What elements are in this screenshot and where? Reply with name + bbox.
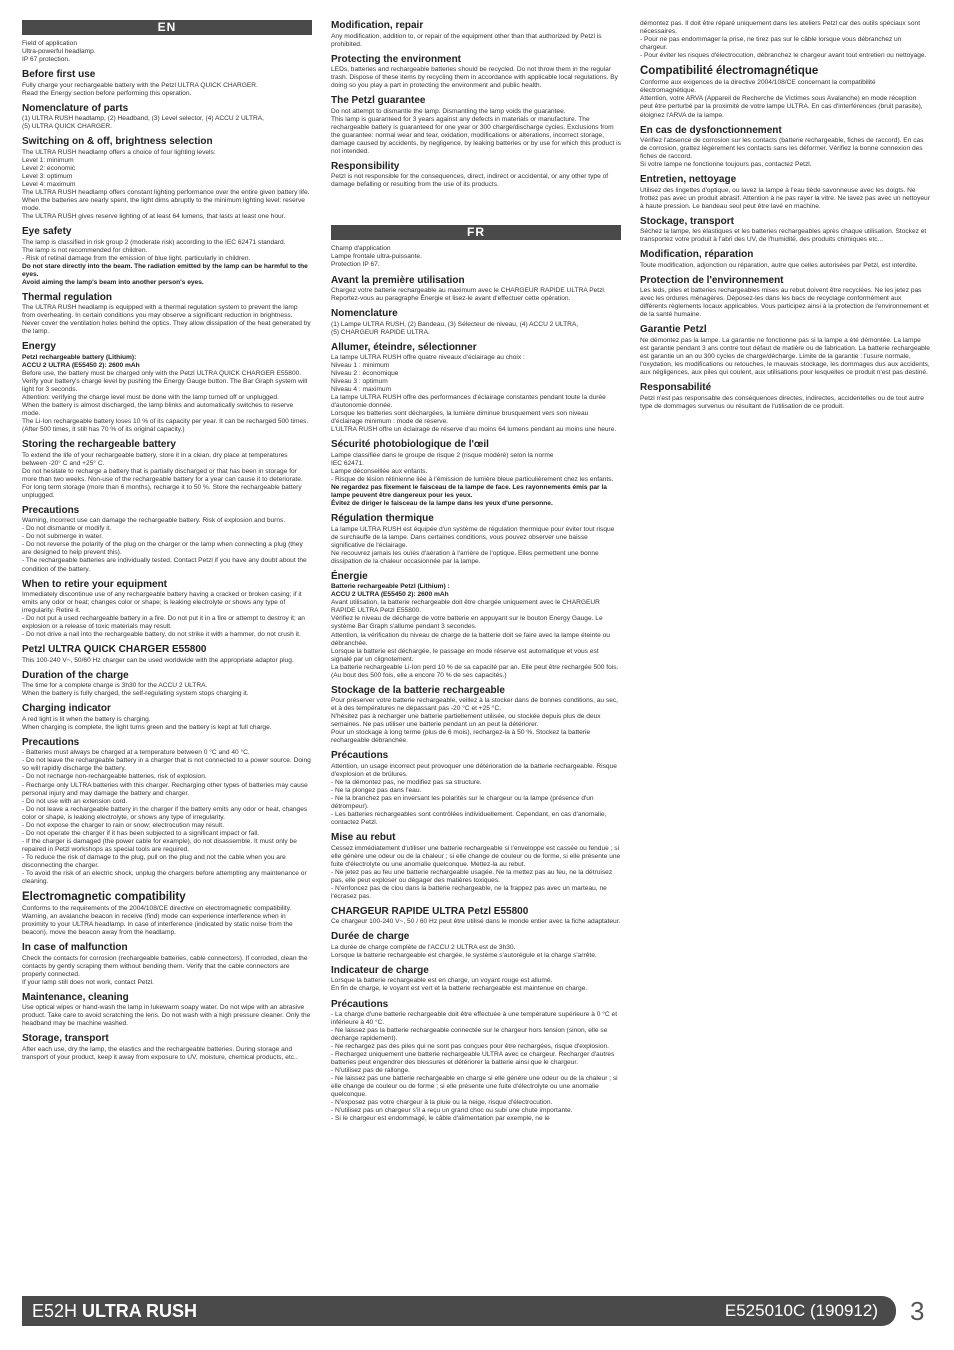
section-title: Eye safety — [22, 226, 72, 237]
section — [640, 65, 930, 119]
section — [22, 670, 312, 699]
section-title: Compatibilité électromagnétique — [640, 65, 819, 78]
section-title: Protecting the environment — [331, 53, 462, 65]
section-title: Modification, réparation — [640, 249, 754, 261]
sections-en-col1 — [22, 69, 312, 1062]
section-title: Charging indicator — [22, 703, 111, 715]
section — [640, 275, 930, 320]
section — [22, 292, 312, 337]
section-title: Protection de l'environnement — [640, 274, 784, 286]
section-body: Vérifiez l'absence de corrosion sur les contacts (batterie rechargeable, fiches de raccord). En cas de corrosion, grattez légèrement les contacts sans les déformer. Vérifiez la bonne connexion des fiches de raccord. Si votre lampe ne fonctionne toujours pas, contactez Petzl. — [640, 137, 924, 169]
section-title: Storing the rechargeable battery — [22, 439, 176, 451]
section — [331, 571, 621, 680]
model-prefix: E52H — [32, 1301, 78, 1321]
section-title: Indicateur de charge — [331, 964, 429, 976]
section-body: Lorsque la batterie rechargeable est en charge, un voyant rouge est allumé. En fin de charge, le voyant est vert et la batterie rechargeable est maintenue en charge. — [331, 977, 588, 993]
sections-en-col2 — [331, 20, 621, 189]
section-warning: Ne regardez pas fixement le faisceau de la lampe de face. Les rayonnements émis par la lampe peuvent être dangereux pour les yeux. Évitez de diriger le faisceau de la lampe dans les yeux d'une personne. — [331, 484, 607, 508]
section — [22, 439, 312, 500]
section-title: The Petzl guarantee — [331, 95, 426, 107]
section-title: Responsabilité — [640, 382, 712, 394]
page-number: 3 — [910, 1296, 925, 1326]
section-title: Precautions — [22, 736, 80, 748]
section-body: Avant utilisation, la batterie rechargeable doit être chargée uniquement avec le CHARGEUR RAPIDE ULTRA Petzl E55800. Vérifiez le niveau de décharge de votre batterie en appuyant sur le bouton Energy Gauge. Le système Bar Graph s'allume pendant 3 secondes. Attention, la vérification du niveau de charge de la batterie doit se faire avec la lampe éteinte ou débranchée. Lorsque la batterie est déchargée, le passage en mode réserve est automatique et vous est signalé par un clignotement. La batterie rechargeable Li-Ion perd 10 % de sa capacité par an. Elle peut être rechargée 500 fois. (Au bout des 500 fois, elle a encore 70 % de ses capacités.) — [331, 599, 619, 679]
section — [331, 906, 621, 927]
section — [22, 579, 312, 640]
section-body: (1) Lampe ULTRA RUSH, (2) Bandeau, (3) Sélecteur de niveau, (4) ACCU 2 ULTRA, (5) CHARGEUR RAPIDE ULTRA. — [331, 320, 579, 336]
section-body: Ne démontez pas la lampe. La garantie ne fonctionne pas si la lampe a été démontée. La lampe est garantie pendant 3 ans contre tout défaut de matière ou de fabrication. La batterie rechargeable est garantie un an ou 300 cycles de charge/décharge. Limite de la garantie : l'usure normale, l'oxydation, les modifications ou retouches, le mauvais stockage, les dommages dus aux accidents, aux négligences, aux piles qui coulent, aux utilisations pour lesquelles ce produit n'est pas destiné. — [640, 336, 930, 377]
section — [331, 685, 621, 746]
column-right — [640, 20, 930, 416]
section — [331, 342, 621, 435]
section — [331, 965, 621, 994]
continuation-text — [640, 20, 930, 60]
section — [640, 382, 930, 411]
section-title: Energy — [22, 341, 56, 353]
section — [331, 999, 621, 1124]
section-title: Before first use — [22, 69, 96, 81]
section-title: Régulation thermique — [331, 513, 434, 525]
lang-header-en: EN — [22, 20, 312, 35]
section-body: Petzl is not responsible for the consequences, direct, indirect or accidental, or any other type of damage befalling or resulting from the use of its products. — [331, 173, 609, 189]
section-title: Énergie — [331, 570, 368, 582]
section — [331, 513, 621, 566]
section-title: Nomenclature — [331, 308, 398, 320]
section-title: CHARGEUR RAPIDE ULTRA Petzl E55800 — [331, 905, 529, 917]
footer-bar — [22, 1296, 896, 1326]
section-title: In case of malfunction — [22, 942, 128, 954]
section-body: Utilisez des lingettes d'optique, ou lavez la lampe à l'eau tiède savonneuse avec les doigts. Ne frottez pas avec un produit abrasif. Attention à ne pas rayer la vitre. Ne lavez pas avec un nettoyeur à haute pression. Le bandeau seul peut être lavé en machine. — [640, 186, 930, 210]
section-warning: Batterie rechargeable Petzl (Lithium) : ACCU 2 ULTRA (E55450 2): 2600 mAh — [331, 583, 450, 599]
section-title: Précautions — [331, 998, 389, 1010]
section-body: LEDs, batteries and rechargeable batteries should be recycled. Do not throw them in the regular trash. Dispose of these items by recycling them in accordance with applicable local regulations. By doing so you play a part in protecting the environment and public health. — [331, 66, 618, 90]
section-body: Chargez votre batterie rechargeable au maximum avec le CHARGEUR RAPIDE ULTRA Petzl. Reportez-vous au paragraphe Énergie et lisez-le avant d'effectuer cette opération. — [331, 287, 606, 303]
intro-fr — [331, 245, 621, 269]
section — [22, 505, 312, 574]
section — [22, 341, 312, 434]
section — [331, 275, 621, 304]
section — [640, 216, 930, 245]
section-body: A red light is lit when the battery is charging. When charging is complete, the light turns green and the battery is kept at full charge. — [22, 715, 272, 731]
section-body: - La charge d'une batterie rechargeable doit être effectuée à une température supérieure à 0 °C et inférieure à 40 °C. - Ne laissez pas la batterie rechargeable connectée sur le chargeur hors tension (sinon, elle se décharge rapidement). - Ne rechargez pas des piles qui ne sont pas conçues pour être rechargées, risque d'explosion. - Rechargez uniquement une batterie rechargeable ULTRA avec ce chargeur. Recharger d'autres batteries peut engendrer des blessures et détériorer la batterie ainsi que le chargeur. - N'utilisez pas de rallonge. - Ne laissez pas une batterie rechargeable en charge si elle génère une odeur ou de la chaleur ; si elle change de couleur ou de forme ; si elle présente une fuite d'électrolyte ou une anomalie quelconque. - N'exposez pas votre chargeur à la pluie ou la neige, risque d'électrocution. - N'utilisez pas un chargeur s'il a reçu un grand choc ou subi une chute importante. - Si le chargeur est endommagé, le câble d'alimentation par exemple, ne le — [331, 1011, 618, 1123]
model-title — [32, 1300, 197, 1322]
section-body: Check the contacts for corrosion (rechargeable batteries, cable connectors). If corroded, clean the contacts by gently scraping them without bending them. Verify that the cable connectors are properly connected. If your lamp still does not work, contact Petzl. — [22, 954, 308, 986]
section — [22, 136, 312, 221]
section-body: The time for a complete charge is 3h30 for the ACCU 2 ULTRA. When the battery is fully charged, the self-regulating system stops charging it. — [22, 682, 249, 698]
section-title: Durée de charge — [331, 931, 410, 943]
section-body: Warning, incorrect use can damage the rechargeable battery. Risk of explosion and burns. - Do not dismantle or modify it. - Do not submerge in water. - Do not reverse the polarity of the plug on the charger or the lamp when connecting a plug (they are designed to help prevent this). - The rechargeable batteries are individually tested. Contact Petzl if you have any doubt about the condition of the battery. — [22, 517, 307, 573]
section-title: Nomenclature of parts — [22, 102, 129, 114]
section-body: This 100-240 V~, 50/60 Hz charger can be used worldwide with the appropriate adaptor plug. — [22, 656, 294, 664]
section-title: Stockage, transport — [640, 215, 734, 227]
section-title: Sécurité photobiologique de l'œil — [331, 439, 489, 451]
section — [22, 992, 312, 1029]
section-body: Before use, the battery must be charged only with the Petzl ULTRA QUICK CHARGER E55800. Verify your battery's charge level by pushing the Energy Gauge button. The Bar Graph system will light for 3 seconds. Attention: verifying the charge level must be done with the lamp turned off or unplugged. When the battery is almost discharged, the lamp blinks and automatically switches to reserve mode. The Li-Ion rechargeable battery loses 10 % of its capacity per year. It can be recharged 500 times. (After 500 times, it still has 70 % of its original capacity.) — [22, 369, 309, 434]
section-title: Stockage de la batterie rechargeable — [331, 684, 505, 696]
intro-text: Field of application Ultra-powerful headlamp. IP 67 protection. — [22, 40, 96, 64]
section-body: The ULTRA RUSH headlamp offers a choice of four lighting levels: Level 1: minimum Level 2: economic Level 3: optimum Level 4: maximum The ULTRA RUSH headlamp offers constant lighting performance over the entire given battery life. When the batteries are nearly spent, the light dims abruptly to the minimum lighting level: reserve mode. The ULTRA RUSH gives reserve lighting of at least 64 lumens, that lasts at least one hour. — [22, 148, 310, 220]
lang-header-fr: FR — [331, 225, 621, 240]
section-body: Fully charge your rechargeable battery with the Petzl ULTRA QUICK CHARGER. Read the Energy section before performing this operation. — [22, 81, 258, 97]
section-title: Allumer, éteindre, sélectionner — [331, 341, 477, 353]
section — [331, 931, 621, 960]
section-body: Ce chargeur 100-240 V~, 50 / 60 Hz peut être utilisé dans le monde entier avec la fiche adaptateur. — [331, 918, 621, 926]
section — [22, 226, 312, 287]
section-title: Electromagnetic compatibility — [22, 890, 186, 903]
section-body: Toute modification, adjonction ou réparation, autre que celles autorisées par Petzl, est interdite. — [640, 261, 918, 269]
section-body: After each use, dry the lamp, the elastics and the rechargeable batteries. During storage and transport of your product, keep it away from exposure to UV, moisture, chemical products, etc.. — [22, 1045, 298, 1061]
section-warning: Petzl rechargeable battery (Lithium): ACCU 2 ULTRA (E55450 2): 2600 mAh — [22, 353, 140, 369]
section — [331, 20, 621, 49]
section — [22, 103, 312, 132]
section-body: Attention, un usage incorrect peut provoquer une détérioration de la batterie rechargeable. Risque d'explosion et de brûlures. - Ne la démontez pas, ne modifiez pas sa structure. - Ne la plongez pas dans l'eau. - Ne la branchez pas en inversant les polarités sur le chargeur ou la lampe (présence d'un détrompeur). - Les batteries rechargeables sont contrôlées individuellement. Cependant, en cas d'anomalie, contactez Petzl. — [331, 762, 617, 827]
section — [22, 69, 312, 98]
section — [331, 161, 621, 190]
section-title: Petzl ULTRA QUICK CHARGER E55800 — [22, 644, 207, 656]
section-body: Conforms to the requirements of the 2004/108/CE directive on electromagnetic compatibility. Warning, an avalanche beacon in receive (find) mode can experience interference when in proximity to your ULTRA headlamp. In case of interference (indicated by static noise from the beacon), move the beacon away from the headlamp. — [22, 905, 293, 937]
section — [640, 125, 930, 170]
section-body: - Batteries must always be charged at a temperature between 0 °C and 40 °C. - Do not leave the rechargeable battery in a charger that is not connected to a power source. Doing so will rapidly discharge the battery. - Do not recharge non-rechargeable batteries, risk of explosion. - Recharge only ULTRA batteries with this charger. Recharging other types of batteries may cause personal injury and may damage the battery and charger. - Do not use with an extension cord. - Do not leave a rechargeable battery in the charger if the battery emits any odor or heat, changes color or shape, is leaking electrolyte, or shows any type of irregularity. - Do not expose the charger to rain or snow; electrocution may result. - Do not operate the charger if it has been subjected to a significant impact or fall. - If the charger is damaged (the power cable for example), do not disassemble. It must only be repaired in Petzl workshops as special tools are required. - To reduce the risk of damage to the plug, pull on the plug and not the cable when you are disconnecting the charger. - To avoid the risk of an electric shock, unplug the chargers before attempting any maintenance or cleaning. — [22, 749, 311, 885]
section-title: When to retire your equipment — [22, 578, 168, 590]
section-body: La lampe ULTRA RUSH offre quatre niveaux d'éclairage au choix : Niveau 1 : minimum Niveau 2 : économique Niveau 3 : optimum Niveau 4 : maximum La lampe ULTRA RUSH offre des performances d'éclairage constantes pendant toute la durée d'autonomie donnée. Lorsque les batteries sont déchargées, la lumière diminue brusquement vers son niveau d'éclairage minimum : mode de réserve. L'ULTRA RUSH offre un éclairage de réserve d'au moins 64 lumens pendant au moins une heure. — [331, 354, 617, 434]
section — [331, 54, 621, 91]
intro-en — [22, 40, 312, 64]
model-name: ULTRA RUSH — [82, 1301, 198, 1321]
section-body: Use optical wipes or hand-wash the lamp in lukewarm soapy water. Do not wipe with an abrasive product. Take care to avoid scratching the lens. Do not wash with a high pressure cleaner. Only the headband may be machine washed. — [22, 1004, 311, 1028]
section-body: To extend the life of your rechargeable battery, store it in a clean, dry place at temperatures between -20° C and +25° C. Do not hesitate to recharge a battery that is partially discharged or that has been in storage for more than two weeks. Non-use of the rechargeable battery for a year can cause it to deteriorate. For long term storage (more than 6 months), recharge it to 50 %. Store the rechargeable battery unplugged. — [22, 451, 303, 499]
sections-fr-col2 — [331, 275, 621, 1124]
section — [640, 324, 930, 377]
section-body: (1) ULTRA RUSH headlamp, (2) Headband, (3) Level selector, (4) ACCU 2 ULTRA, (5) ULTRA QUICK CHARGER. — [22, 115, 264, 131]
section-body: The lamp is classified in risk group 2 (moderate risk) according to the IEC 62471 standard. The lamp is not recommended for children. - Risk of retinal damage from the emission of blue light, particularly in children. — [22, 238, 286, 262]
section-body: Les leds, piles et batteries rechargeables mises au rebut doivent être recyclées. Ne les jetez pas avec les ordures ménagères. Déposez-les dans les bacs de recyclage conformément aux différents règlements locaux applicables. Vous participez ainsi à la protection de l'environnement et de la santé humaine. — [640, 287, 929, 319]
section-body: La lampe ULTRA RUSH est équipée d'un système de régulation thermique pour éviter tout risque de surchauffe de la lampe. Dans certaines conditions, vous pouvez observer une baisse significative de l'éclairage. Ne recouvrez jamais les ouïes d'aération à l'arrière de l'optique. Elles permettent une bonne dissipation de la chaleur occasionnée par la lampe. — [331, 525, 615, 565]
section — [331, 750, 621, 827]
section-title: Precautions — [22, 504, 80, 516]
section-body: démontez pas. Il doit être réparé uniquement dans les ateliers Petzl car des outils spéciaux sont nécessaires. - Pour ne pas endommager la prise, ne tirez pas sur le câble lorsque vous débranchez un chargeur. - Pour éviter les risques d'électrocution, débranchez le chargeur avant tout entretien ou nettoyage. — [640, 20, 927, 60]
section-body: Any modification, addition to, or repair of the equipment other than that authorized by Petzl is prohibited. — [331, 32, 602, 48]
section — [22, 737, 312, 886]
column-left — [22, 20, 312, 1067]
section-title: Précautions — [331, 750, 389, 762]
section-title: En cas de dysfonctionnement — [640, 124, 782, 136]
section-title: Garantie Petzl — [640, 324, 707, 336]
document-reference: E525010C (190912) — [724, 1301, 878, 1320]
section-title: Mise au rebut — [331, 832, 396, 844]
section — [22, 644, 312, 665]
section — [640, 249, 930, 270]
section-title: Modification, repair — [331, 20, 424, 31]
section-title: Maintenance, cleaning — [22, 991, 129, 1003]
section-title: Entretien, nettoyage — [640, 174, 737, 186]
section-title: Responsibility — [331, 160, 400, 172]
section-title: Switching on & off, brightness selection — [22, 136, 213, 148]
intro-text: Champ d'application Lampe frontale ultra-puissante. Protection IP 67. — [331, 245, 422, 269]
section — [22, 703, 312, 732]
section-title: Avant la première utilisation — [331, 274, 465, 286]
section-body: Cessez immédiatement d'utiliser une batterie rechargeable si l'enveloppe est cassée ou fendue ; si elle génère une odeur ou de la chaleur ; si elle change de couleur ou de forme, si elle présente une fuite d'électrolyte ou une anomalie quelconque. Mettez-la au rebut. - Ne jetez pas au feu une batterie rechargeable usagée. Ne la mettez pas au feu, ne la détruisez pas, elle peut exploser ou dégager des matières toxiques. - N'enfoncez pas de clou dans la batterie rechargeable, ne la frappez pas avec un marteau, ne l'écrasez pas. — [331, 844, 621, 900]
section — [22, 891, 312, 937]
section-body: Do not attempt to dismantle the lamp. Dismantling the lamp voids the guarantee. This lamp is guaranteed for 3 years against any defects in materials or manufacture. The rechargeable battery is guaranteed for one year or 300 charge/discharge cycles. Exclusions from the guarantee: normal wear and tear, oxidation, modifications or alterations, incorrect storage, damage caused by accidents, by negligence, by leaking batteries or by use for which this product is not intended. — [331, 107, 621, 155]
section-warning: Do not stare directly into the beam. The radiation emitted by the lamp can be harmful to the eyes. Avoid aiming the lamp's beam into another person's eyes. — [22, 262, 308, 286]
section — [331, 95, 621, 156]
section — [331, 308, 621, 337]
section — [331, 832, 621, 901]
section-body: Immediately discontinue use of any rechargeable battery having a cracked or broken casing; if it emits any odor or heat; changes color or shape; is leaking electrolyte or shows any type of irregularity. Retire it. - Do not put a used rechargeable battery in a fire. Do not put it in a fire or attempt to destroy it; an explosion or a release of toxic materials may result. - Do not drive a nail into the rechargeable battery, do not strike it with a hammer, do not crush it. — [22, 591, 305, 639]
section-body: Conforme aux exigences de la directive 2004/108/CE concernant la compatibilité électromagnétique. Attention, votre ARVA (Appareil de Recherche de Victimes sous Avalanche) en mode réception peut être perturbé par la proximité de votre lampe ULTRA. En cas d'interférences (bruit parasite), éloignez l'ARVA de la lampe. — [640, 79, 923, 119]
sections-fr-col3 — [640, 65, 930, 411]
section-body: Petzl n'est pas responsable des conséquences directes, indirectes, accidentelles ou de tout autre type de dommages survenus ou résultant de l'utilisation de ce produit. — [640, 394, 924, 410]
section-body: The ULTRA RUSH headlamp is equipped with a thermal regulation system to prevent the lamp from overheating. In certain conditions you may observe a significant reduction in brightness. Never cover the ventilation holes behind the optics. They allow dissipation of the heat generated by the lamp. — [22, 304, 311, 336]
section-body: Lampe classifiée dans le groupe de risque 2 (risque modéré) selon la norme IEC 62471. Lampe déconseillée aux enfants. - Risque de lésion rétinienne liée à l'émission de lumière bleue particulièrement chez les enfants. — [331, 451, 614, 484]
section — [331, 439, 621, 508]
section — [22, 1033, 312, 1062]
column-middle — [331, 20, 621, 1128]
section-title: Storage, transport — [22, 1033, 109, 1045]
section-title: Thermal regulation — [22, 291, 113, 303]
section-body: La durée de charge complète de l'ACCU 2 ULTRA est de 3h30. Lorsque la batterie rechargeable est chargée, le système s'autorégule et la charge s'arrête. — [331, 943, 597, 959]
section-title: Duration of the charge — [22, 669, 129, 681]
section — [640, 174, 930, 211]
section-body: Séchez la lampe, les élastiques et les batteries rechargeables après chaque utilisation. Stockez et transportez votre produit à l'abri des UV, de l'humidité, des produits chimiques etc... — [640, 228, 927, 244]
section-body: Pour préserver votre batterie rechargeable, veillez à la stocker dans de bonnes conditions, au sec, et à des températures ne dépassant pas -20 °C et +25 °C. N'hésitez pas à recharger une batterie partiellement utilisée, ou stockée depuis plus de deux semaines. Ne pas utiliser une batterie pendant un an peut la détériorer. Pour un stockage à long terme (plus de 6 mois), rechargez-la à 50 %. Stockez la batterie rechargeable débranchée. — [331, 697, 618, 745]
section — [22, 942, 312, 987]
